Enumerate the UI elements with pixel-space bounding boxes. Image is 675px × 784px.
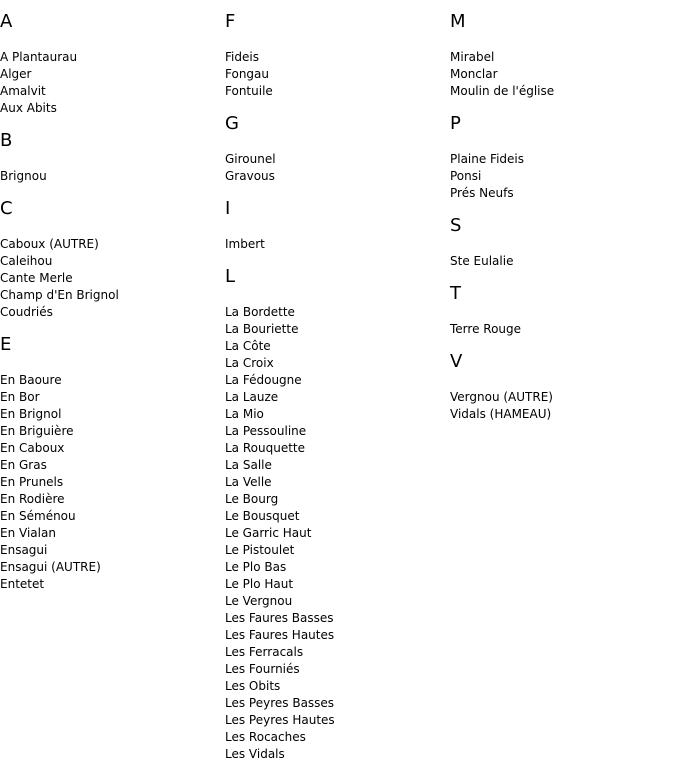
place-name: La Pessouline xyxy=(225,424,307,438)
letter-heading: A xyxy=(0,11,13,32)
place-name: Les Ferracals xyxy=(225,645,304,659)
letter-group xyxy=(450,351,675,423)
place-name: Les Rocaches xyxy=(225,730,306,744)
place-name: En Séménou xyxy=(0,509,76,523)
place-name: Les Obits xyxy=(225,679,281,693)
letter-heading: T xyxy=(450,283,461,304)
letter-group xyxy=(225,113,450,185)
letter-group xyxy=(225,198,450,253)
place-name: Le Vergnou xyxy=(225,594,293,608)
place-name: Caleihou xyxy=(0,254,53,268)
place-name: Caboux (AUTRE) xyxy=(0,237,99,251)
letter-group xyxy=(0,198,225,321)
place-name-list xyxy=(225,236,450,253)
place-name: En Prunels xyxy=(0,475,64,489)
place-name-list xyxy=(0,168,225,185)
place-name: Entetet xyxy=(0,577,45,591)
letter-heading: V xyxy=(450,351,463,372)
place-name-list xyxy=(450,151,675,202)
place-name-list xyxy=(225,49,450,100)
letter-group xyxy=(450,215,675,270)
index-column xyxy=(0,0,225,606)
place-name: Le Pistoulet xyxy=(225,543,295,557)
place-name: Prés Neufs xyxy=(450,186,514,200)
place-name: La Lauze xyxy=(225,390,279,404)
place-name-list xyxy=(225,151,450,185)
place-name-list xyxy=(450,49,675,100)
place-name: Amalvit xyxy=(0,84,46,98)
place-name: Les Vidals xyxy=(225,747,285,761)
letter-group xyxy=(225,11,450,100)
letter-heading: L xyxy=(225,266,236,287)
letter-heading: G xyxy=(225,113,239,134)
letter-heading: S xyxy=(450,215,462,236)
place-name: Aux Abits xyxy=(0,101,57,115)
place-name: Champ d'En Brignol xyxy=(0,288,119,302)
place-name: Alger xyxy=(0,67,32,81)
place-name: La Croix xyxy=(225,356,274,370)
index-column xyxy=(225,0,450,776)
place-name: Le Plo Haut xyxy=(225,577,294,591)
letter-group xyxy=(0,11,225,117)
place-name: La Côte xyxy=(225,339,271,353)
place-name-list xyxy=(450,389,675,423)
place-name-list xyxy=(0,236,225,321)
place-name: La Bordette xyxy=(225,305,295,319)
place-name: Moulin de l'église xyxy=(450,84,555,98)
place-name: Cante Merle xyxy=(0,271,73,285)
letter-group xyxy=(225,266,450,763)
letter-heading: P xyxy=(450,113,461,134)
place-name: Girounel xyxy=(225,152,276,166)
place-name: Ste Eulalie xyxy=(450,254,514,268)
place-name: En Caboux xyxy=(0,441,65,455)
letter-group xyxy=(0,334,225,593)
place-name: Vergnou (AUTRE) xyxy=(450,390,553,404)
letter-group xyxy=(0,130,225,185)
place-name: Le Bousquet xyxy=(225,509,300,523)
place-name: En Baoure xyxy=(0,373,62,387)
place-name: En Rodière xyxy=(0,492,65,506)
place-name: Monclar xyxy=(450,67,498,81)
place-name: La Salle xyxy=(225,458,272,472)
place-name-list xyxy=(0,49,225,117)
letter-group xyxy=(450,11,675,100)
place-name: Fongau xyxy=(225,67,269,81)
place-name: Les Faures Hautes xyxy=(225,628,335,642)
place-name: Ensagui (AUTRE) xyxy=(0,560,101,574)
place-name: Fontuile xyxy=(225,84,273,98)
place-name: Le Bourg xyxy=(225,492,279,506)
letter-heading: C xyxy=(0,198,13,219)
place-name: Plaine Fideis xyxy=(450,152,525,166)
letter-heading: I xyxy=(225,198,231,219)
place-name: Le Plo Bas xyxy=(225,560,287,574)
place-name: En Bor xyxy=(0,390,40,404)
place-name: Vidals (HAMEAU) xyxy=(450,407,552,421)
place-name: La Mio xyxy=(225,407,264,421)
place-name: En Brignol xyxy=(0,407,62,421)
place-name: Ponsi xyxy=(450,169,482,183)
place-name: Les Faures Basses xyxy=(225,611,334,625)
letter-heading: E xyxy=(0,334,12,355)
letter-group xyxy=(450,283,675,338)
place-name: Coudriés xyxy=(0,305,53,319)
place-name: Les Fourniés xyxy=(225,662,300,676)
index-column xyxy=(450,0,675,436)
letter-heading: M xyxy=(450,11,466,32)
place-name: Ensagui xyxy=(0,543,48,557)
place-name: Terre Rouge xyxy=(450,322,522,336)
place-name-list xyxy=(225,304,450,763)
place-name: La Velle xyxy=(225,475,272,489)
place-name-list xyxy=(0,372,225,593)
place-name: Fideis xyxy=(225,50,259,64)
letter-heading: F xyxy=(225,11,236,32)
place-name: Le Garric Haut xyxy=(225,526,312,540)
place-name: Mirabel xyxy=(450,50,495,64)
place-name: Les Peyres Hautes xyxy=(225,713,335,727)
place-name: En Gras xyxy=(0,458,47,472)
place-name: Gravous xyxy=(225,169,275,183)
place-name: Les Peyres Basses xyxy=(225,696,335,710)
place-name: En Briguière xyxy=(0,424,74,438)
place-name: La Rouquette xyxy=(225,441,305,455)
place-name: La Fédougne xyxy=(225,373,302,387)
place-name: A Plantaurau xyxy=(0,50,78,64)
place-name: La Bouriette xyxy=(225,322,299,336)
place-name-list xyxy=(450,253,675,270)
place-name: En Vialan xyxy=(0,526,56,540)
place-name-list xyxy=(450,321,675,338)
place-name: Brignou xyxy=(0,169,47,183)
letter-group xyxy=(450,113,675,202)
place-name: Imbert xyxy=(225,237,265,251)
letter-heading: B xyxy=(0,130,13,151)
